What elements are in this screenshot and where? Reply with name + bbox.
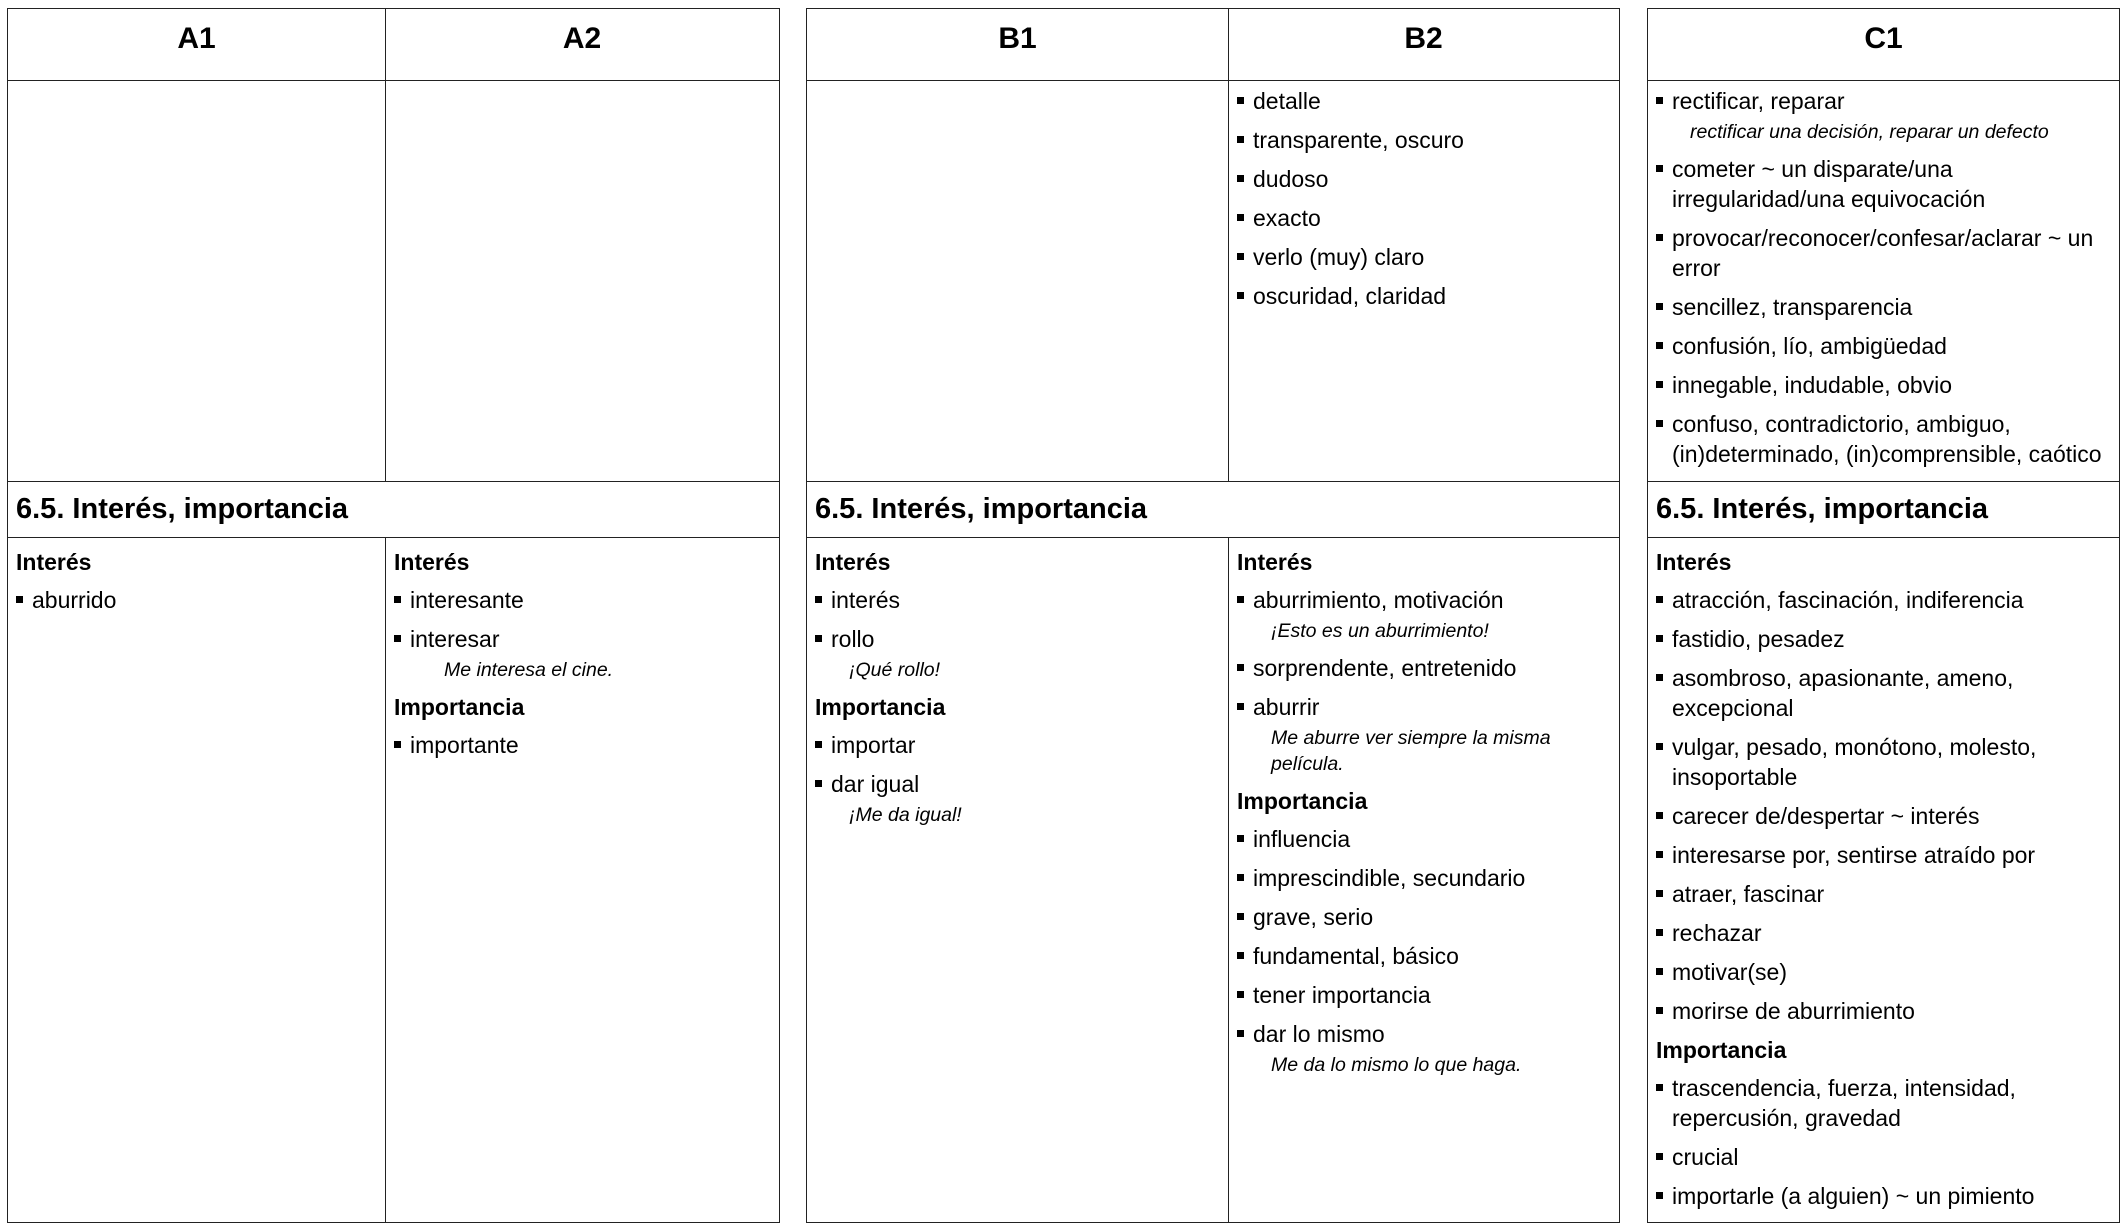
bullet-icon xyxy=(815,741,822,748)
c1-interes-label: Interés xyxy=(1656,549,1732,575)
list-item: importar xyxy=(815,730,1220,760)
list-item: tener importancia xyxy=(1237,980,1611,1010)
bullet-icon xyxy=(1237,136,1244,143)
bullet-icon xyxy=(1237,292,1244,299)
bullet-icon xyxy=(1656,890,1663,897)
bullet-icon xyxy=(1656,812,1663,819)
list-item: innegable, indudable, obvio xyxy=(1656,370,2111,400)
list-item: motivar(se) xyxy=(1656,957,2111,987)
example-text: rectificar una decisión, reparar un defecto xyxy=(1690,121,2049,143)
section-line-bottom-c xyxy=(1648,537,2119,538)
bullet-icon xyxy=(1656,381,1663,388)
list-item: confusión, lío, ambigüedad xyxy=(1656,331,2111,361)
bullet-icon xyxy=(1237,913,1244,920)
bullet-icon xyxy=(1237,175,1244,182)
a2-importancia-label: Importancia xyxy=(394,694,525,720)
list-item: aburrimiento, motivación xyxy=(1237,585,1611,615)
bullet-icon xyxy=(815,635,822,642)
list-item: cometer ~ un disparate/una irregularidad/una equivocación xyxy=(1656,154,2111,214)
list-item: trascendencia, fuerza, intensidad, repercusión, gravedad xyxy=(1656,1073,2111,1133)
section-line-bottom-b xyxy=(807,537,1619,538)
bullet-icon xyxy=(1237,214,1244,221)
bullet-icon xyxy=(1656,303,1663,310)
bullet-icon xyxy=(1237,97,1244,104)
bullet-icon xyxy=(1237,952,1244,959)
header-b1: B1 xyxy=(807,9,1228,81)
panel-b xyxy=(806,8,1620,1223)
list-item: fundamental, básico xyxy=(1237,941,1611,971)
list-item: oscuridad, claridad xyxy=(1237,281,1611,311)
bullet-icon xyxy=(1237,664,1244,671)
bullet-icon xyxy=(1656,1084,1663,1091)
list-item: importarle (a alguien) ~ un pimiento xyxy=(1656,1181,2111,1211)
list-item: aburrido xyxy=(16,585,377,615)
bullet-icon xyxy=(1656,1192,1663,1199)
list-item: asombroso, apasionante, ameno, excepcional xyxy=(1656,663,2111,723)
example-text: Me da lo mismo lo que haga. xyxy=(1271,1054,1522,1076)
list-item: verlo (muy) claro xyxy=(1237,242,1611,272)
bullet-icon xyxy=(1656,743,1663,750)
list-item: sorprendente, entretenido xyxy=(1237,653,1611,683)
list-item: transparente, oscuro xyxy=(1237,125,1611,155)
bullet-icon xyxy=(1656,1007,1663,1014)
bullet-icon xyxy=(1237,253,1244,260)
bullet-icon xyxy=(1237,596,1244,603)
header-b2: B2 xyxy=(1228,9,1619,81)
list-item: provocar/reconocer/confesar/aclarar ~ un error xyxy=(1656,223,2111,283)
list-item: dudoso xyxy=(1237,164,1611,194)
bullet-icon xyxy=(394,741,401,748)
header-c1: C1 xyxy=(1648,9,2119,81)
list-item: atraer, fascinar xyxy=(1656,879,2111,909)
bullet-icon xyxy=(1656,596,1663,603)
list-item: confuso, contradictorio, ambiguo, (in)determinado, (in)comprensible, caótico xyxy=(1656,409,2111,469)
list-item: detalle xyxy=(1237,86,1611,116)
list-item: interesarse por, sentirse atraído por xyxy=(1656,840,2111,870)
bullet-icon xyxy=(815,596,822,603)
bullet-icon xyxy=(1656,635,1663,642)
list-item: rechazar xyxy=(1656,918,2111,948)
list-item: crucial xyxy=(1656,1142,2111,1172)
list-item: atracción, fascinación, indiferencia xyxy=(1656,585,2111,615)
bullet-icon xyxy=(1656,674,1663,681)
bullet-icon xyxy=(815,780,822,787)
bullet-icon xyxy=(1656,851,1663,858)
bullet-icon xyxy=(1656,420,1663,427)
b2-interes-label: Interés xyxy=(1237,549,1313,575)
list-item: influencia xyxy=(1237,824,1611,854)
bullet-icon xyxy=(394,635,401,642)
b2-importancia-label: Importancia xyxy=(1237,788,1368,814)
bullet-icon xyxy=(1656,968,1663,975)
bullet-icon xyxy=(1656,97,1663,104)
example-text: ¡Qué rollo! xyxy=(849,659,941,681)
b2-content xyxy=(1229,547,1619,1087)
bullet-icon xyxy=(16,596,23,603)
section-title-a: 6.5. Interés, importancia xyxy=(8,482,779,537)
b1-content xyxy=(807,547,1228,837)
panel-a xyxy=(7,8,780,1223)
list-item: dar lo mismo xyxy=(1237,1019,1611,1049)
list-item: interesar xyxy=(394,624,771,654)
c1-content xyxy=(1648,547,2119,1220)
bullet-icon xyxy=(1656,165,1663,172)
list-item: interesante xyxy=(394,585,771,615)
list-item: grave, serio xyxy=(1237,902,1611,932)
bullet-icon xyxy=(1237,835,1244,842)
example-text: Me aburre ver siempre la misma película. xyxy=(1271,727,1551,775)
b1-importancia-label: Importancia xyxy=(815,694,946,720)
a2-content xyxy=(386,547,779,769)
list-item: carecer de/despertar ~ interés xyxy=(1656,801,2111,831)
c1-importancia-label: Importancia xyxy=(1656,1037,1787,1063)
bullet-icon xyxy=(1656,342,1663,349)
header-a2: A2 xyxy=(385,9,779,81)
bullet-icon xyxy=(1656,1153,1663,1160)
b2-top-content xyxy=(1229,86,1619,320)
header-a1: A1 xyxy=(8,9,385,81)
list-item: importante xyxy=(394,730,771,760)
list-item: fastidio, pesadez xyxy=(1656,624,2111,654)
bullet-icon xyxy=(1237,703,1244,710)
b1-interes-label: Interés xyxy=(815,549,891,575)
list-item: morirse de aburrimiento xyxy=(1656,996,2111,1026)
example-text: Me interesa el cine. xyxy=(444,659,614,681)
c1-top-content xyxy=(1648,86,2119,478)
list-item: exacto xyxy=(1237,203,1611,233)
list-item: rollo xyxy=(815,624,1220,654)
section-title-b: 6.5. Interés, importancia xyxy=(815,493,1148,525)
bullet-icon xyxy=(394,596,401,603)
list-item: aburrir xyxy=(1237,692,1611,722)
section-line-bottom-a xyxy=(8,537,779,538)
bullet-icon xyxy=(1656,234,1663,241)
a2-interes-label: Interés xyxy=(394,549,470,575)
list-item: dar igual xyxy=(815,769,1220,799)
list-item: rectificar, reparar xyxy=(1656,86,2111,116)
list-item: imprescindible, secundario xyxy=(1237,863,1611,893)
list-item: sencillez, transparencia xyxy=(1656,292,2111,322)
a1-interes-label: Interés xyxy=(16,549,92,575)
section-title-c: 6.5. Interés, importancia xyxy=(1656,493,1989,525)
bullet-icon xyxy=(1656,929,1663,936)
list-item: vulgar, pesado, monótono, molesto, insoportable xyxy=(1656,732,2111,792)
panel-c xyxy=(1647,8,2120,1223)
bullet-icon xyxy=(1237,991,1244,998)
bullet-icon xyxy=(1237,874,1244,881)
a1-content xyxy=(8,547,385,624)
example-text: ¡Me da igual! xyxy=(849,804,962,826)
list-item: interés xyxy=(815,585,1220,615)
bullet-icon xyxy=(1237,1030,1244,1037)
example-text: ¡Esto es un aburrimiento! xyxy=(1271,620,1489,642)
